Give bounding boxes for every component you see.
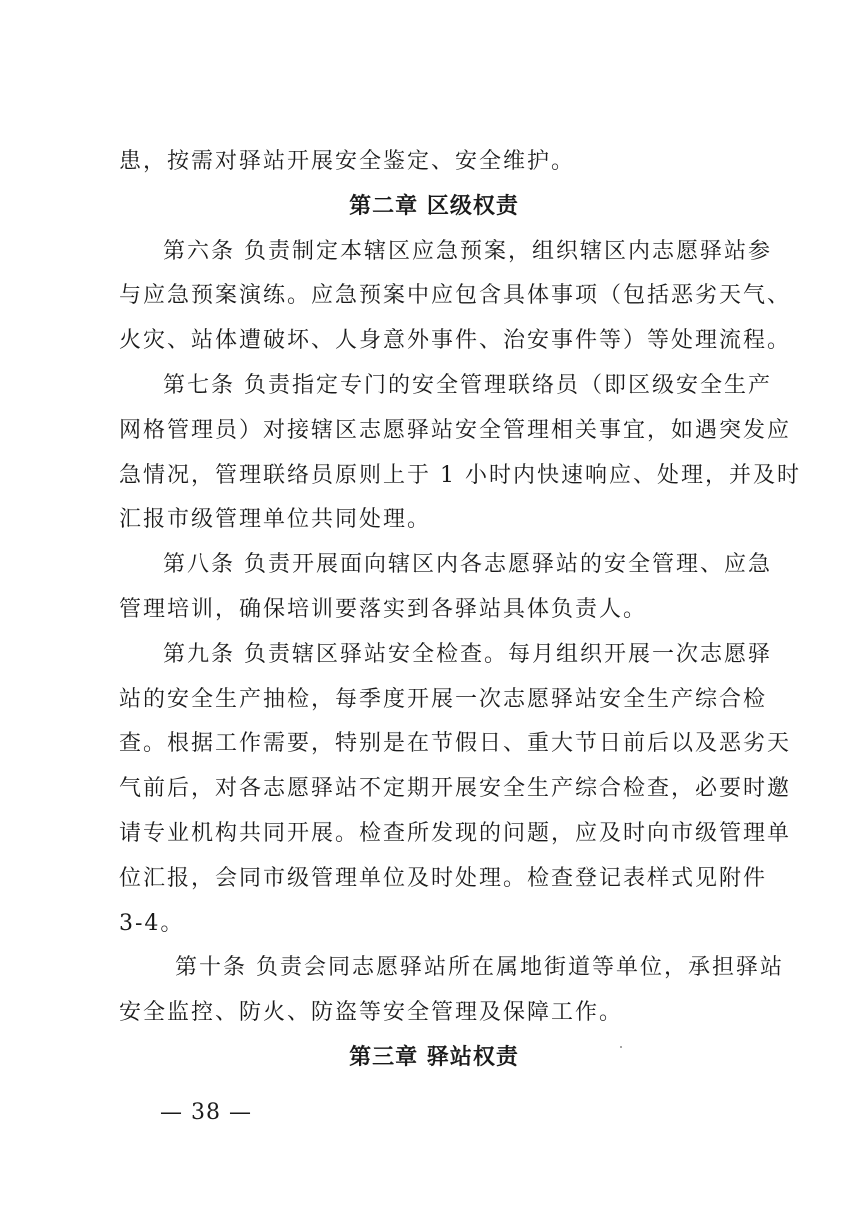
text-line: 查。根据工作需要，特别是在节假日、重大节日前后以及恶劣天: [119, 731, 792, 757]
text-line: 位汇报，会同市级管理单位及时处理。检查登记表样式见附件: [119, 865, 768, 891]
text-line: 火灾、站体遭破坏、人身意外事件、治安事件等）等处理流程。: [119, 328, 792, 354]
body-text: [119, 140, 801, 1081]
chapter-heading: 第二章 区级权责: [349, 193, 519, 219]
text-line: 请专业机构共同开展。检查所发现的问题，应及时向市级管理单: [119, 820, 792, 846]
chapter-heading: 第三章 驿站权责: [349, 1044, 519, 1070]
article-7-line: 第七条 负责指定专门的安全管理联络员（即区级安全生产: [163, 372, 772, 398]
text-line: 患，按需对驿站开展安全鉴定、安全维护。: [119, 149, 576, 174]
text-line: 与应急预案演练。应急预案中应包含具体事项（包括恶劣天气、: [119, 283, 792, 309]
article-9-line: 第九条 负责辖区驿站安全检查。每月组织开展一次志愿驿: [163, 641, 772, 667]
text-line: 网格管理员）对接辖区志愿驿站安全管理相关事宜，如遇突发应: [119, 417, 792, 443]
text-line: 管理培训，确保培训要落实到各驿站具体负责人。: [119, 596, 648, 622]
text-line: 急情况，管理联络员原则上于 1 小时内快速响应、处理，并及时: [119, 462, 801, 488]
scan-speck: [620, 1046, 622, 1048]
article-6-line: 第六条 负责制定本辖区应急预案，组织辖区内志愿驿站参: [163, 238, 772, 264]
article-10-line: 第十条 负责会同志愿驿站所在属地街道等单位，承担驿站: [175, 955, 784, 981]
text-line: 汇报市级管理单位共同处理。: [119, 507, 432, 533]
text-line: 站的安全生产抽检，每季度开展一次志愿驿站安全生产综合检: [119, 686, 768, 712]
text-line: 3-4。: [119, 910, 185, 936]
article-8-line: 第八条 负责开展面向辖区内各志愿驿站的安全管理、应急: [163, 552, 772, 578]
text-line: 安全监控、防火、防盗等安全管理及保障工作。: [119, 1000, 624, 1026]
text-line: 气前后，对各志愿驿站不定期开展安全生产综合检查，必要时邀: [119, 776, 792, 802]
page-number: — 38 —: [160, 1100, 252, 1125]
